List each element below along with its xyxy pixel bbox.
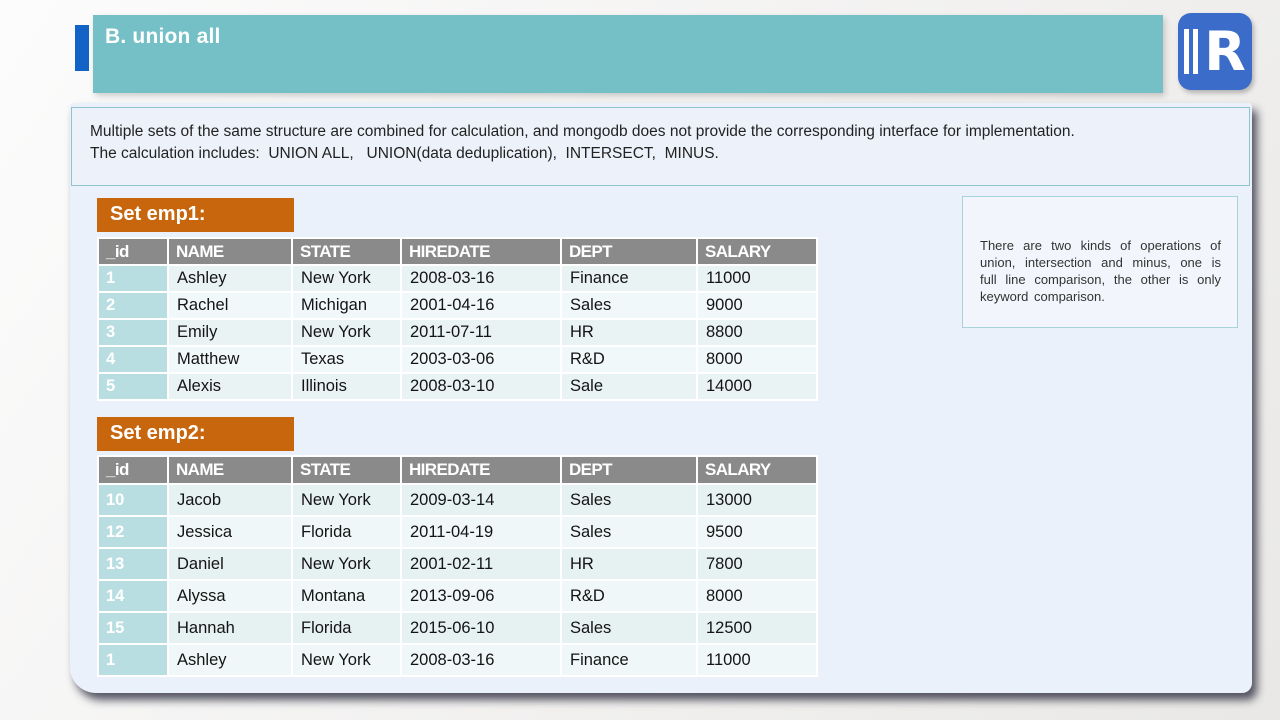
table-cell: Florida <box>293 517 400 547</box>
table-cell: 2008-03-16 <box>402 645 560 675</box>
column-header: _id <box>99 457 167 483</box>
table-cell: 8000 <box>698 347 816 372</box>
table-cell: New York <box>293 645 400 675</box>
table-cell: 2013-09-06 <box>402 581 560 611</box>
table-cell: 13000 <box>698 485 816 515</box>
table-cell: Michigan <box>293 293 400 318</box>
row-id-cell: 14 <box>99 581 167 611</box>
table-cell: Daniel <box>169 549 291 579</box>
column-header: DEPT <box>562 239 696 264</box>
table-cell: 2003-03-06 <box>402 347 560 372</box>
table-cell: Sales <box>562 613 696 643</box>
table-cell: Jessica <box>169 517 291 547</box>
table-cell: Sales <box>562 517 696 547</box>
column-header: DEPT <box>562 457 696 483</box>
table-cell: 9000 <box>698 293 816 318</box>
column-header: SALARY <box>698 239 816 264</box>
table-cell: Hannah <box>169 613 291 643</box>
table-row <box>99 320 816 345</box>
table-cell: 9500 <box>698 517 816 547</box>
table-cell: 2011-04-19 <box>402 517 560 547</box>
table-cell: Alyssa <box>169 581 291 611</box>
table-cell: Ashley <box>169 645 291 675</box>
table-cell: 11000 <box>698 645 816 675</box>
table-cell: 7800 <box>698 549 816 579</box>
table-cell: 2001-04-16 <box>402 293 560 318</box>
column-header: NAME <box>169 239 291 264</box>
table-cell: Texas <box>293 347 400 372</box>
table-cell: 2008-03-10 <box>402 374 560 399</box>
emp1-table <box>97 237 818 401</box>
logo-bar-icon <box>1193 29 1198 74</box>
table-cell: Florida <box>293 613 400 643</box>
table-cell: New York <box>293 320 400 345</box>
table-row <box>99 374 816 399</box>
table-cell: 11000 <box>698 266 816 291</box>
row-id-cell: 1 <box>99 645 167 675</box>
table-row <box>99 645 816 675</box>
note-box <box>962 196 1238 328</box>
table-cell: Matthew <box>169 347 291 372</box>
column-header: HIREDATE <box>402 457 560 483</box>
table-cell: Sales <box>562 293 696 318</box>
table-cell: 2009-03-14 <box>402 485 560 515</box>
raqsoft-logo-icon <box>1178 13 1252 90</box>
table-row <box>99 613 816 643</box>
table-row <box>99 347 816 372</box>
table-cell: 12500 <box>698 613 816 643</box>
header-band <box>93 15 1163 93</box>
table-cell: 2001-02-11 <box>402 549 560 579</box>
table-cell: 2011-07-11 <box>402 320 560 345</box>
description-line-1: Multiple sets of the same structure are combined for calculation, and mongodb does not provide the corresponding interface for implementation. <box>90 123 1075 140</box>
table-row <box>99 517 816 547</box>
table-cell: 8800 <box>698 320 816 345</box>
table-cell: HR <box>562 320 696 345</box>
table-cell: Finance <box>562 645 696 675</box>
set-emp1-label: Set emp1: <box>97 198 294 232</box>
table-cell: 8000 <box>698 581 816 611</box>
table-row <box>99 485 816 515</box>
column-header: SALARY <box>698 457 816 483</box>
set-emp2-label: Set emp2: <box>97 417 294 451</box>
column-header: NAME <box>169 457 291 483</box>
row-id-cell: 2 <box>99 293 167 318</box>
logo-r-glyph: R <box>1204 20 1246 83</box>
table-cell: New York <box>293 485 400 515</box>
row-id-cell: 5 <box>99 374 167 399</box>
column-header: HIREDATE <box>402 239 560 264</box>
row-id-cell: 12 <box>99 517 167 547</box>
content-panel <box>70 103 1252 693</box>
column-header: _id <box>99 239 167 264</box>
table-cell: Jacob <box>169 485 291 515</box>
table-cell: HR <box>562 549 696 579</box>
table-cell: R&D <box>562 581 696 611</box>
row-id-cell: 13 <box>99 549 167 579</box>
row-id-cell: 10 <box>99 485 167 515</box>
table-cell: New York <box>293 266 400 291</box>
note-text: There are two kinds of operations of union, intersection and minus, one is full line comparison, the other is only keyword comparison. <box>980 238 1221 304</box>
table-cell: Alexis <box>169 374 291 399</box>
description-box <box>71 107 1250 186</box>
logo-bar-icon <box>1184 29 1189 74</box>
table-cell: Finance <box>562 266 696 291</box>
table-cell: Rachel <box>169 293 291 318</box>
table-cell: Sales <box>562 485 696 515</box>
table-cell: 2008-03-16 <box>402 266 560 291</box>
row-id-cell: 15 <box>99 613 167 643</box>
table-cell: R&D <box>562 347 696 372</box>
column-header: STATE <box>293 457 400 483</box>
table-row <box>99 581 816 611</box>
table-cell: 2015-06-10 <box>402 613 560 643</box>
table-cell: Montana <box>293 581 400 611</box>
table-cell: 14000 <box>698 374 816 399</box>
table-cell: New York <box>293 549 400 579</box>
row-id-cell: 4 <box>99 347 167 372</box>
title-accent-bar <box>75 25 89 71</box>
column-header: STATE <box>293 239 400 264</box>
table-row <box>99 293 816 318</box>
table-row <box>99 549 816 579</box>
header-row <box>99 457 816 483</box>
table-row <box>99 266 816 291</box>
page-title: B. union all <box>105 25 221 48</box>
row-id-cell: 1 <box>99 266 167 291</box>
description-line-2: The calculation includes: UNION ALL, UNION(data deduplication), INTERSECT, MINUS. <box>90 145 719 162</box>
table-cell: Emily <box>169 320 291 345</box>
table-cell: Sale <box>562 374 696 399</box>
row-id-cell: 3 <box>99 320 167 345</box>
emp2-table <box>97 455 818 677</box>
header-row <box>99 239 816 264</box>
table-cell: Ashley <box>169 266 291 291</box>
table-cell: Illinois <box>293 374 400 399</box>
